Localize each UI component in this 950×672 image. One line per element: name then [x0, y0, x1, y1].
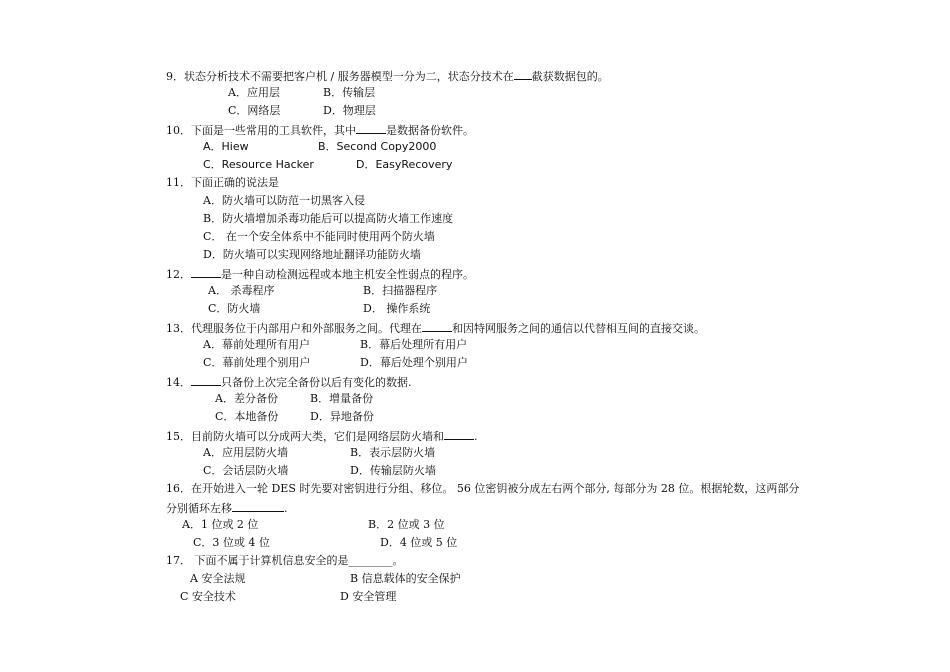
- question-14-option-a: A．差分备份: [215, 392, 278, 405]
- question-11-option-a: A．防火墙可以防范一切黑客入侵: [203, 194, 365, 207]
- question-9-stem: 9．状态分析技术不需要把客户机 / 服务器模型一分为二，状态分技术在 截获数据包的。: [166, 70, 609, 83]
- question-17-option-c: C 安全技术: [180, 590, 236, 603]
- answer-blank: [232, 500, 284, 512]
- question-10-option-b: B．Second Copy2000: [318, 140, 437, 153]
- answer-blank: [191, 374, 221, 386]
- question-16-option-c: C．3 位或 4 位: [193, 536, 270, 549]
- answer-blank: [356, 122, 386, 134]
- question-16-stem-line2: 分别循环左移 .: [166, 502, 288, 515]
- question-17-option-d: D 安全管理: [340, 590, 397, 603]
- answer-blank: [514, 68, 532, 80]
- question-13-option-d: D．幕后处理个别用户: [360, 356, 468, 369]
- question-11-option-b: B．防火墙增加杀毒功能后可以提高防火墙工作速度: [203, 212, 454, 225]
- question-13-option-a: A．幕前处理所有用户: [203, 338, 310, 351]
- question-9-option-d: D．物理层: [323, 104, 376, 117]
- question-10-option-d: D．EasyRecovery: [356, 158, 453, 171]
- question-10-stem: 10．下面是一些常用的工具软件，其中 是数据备份软件。: [166, 124, 474, 137]
- question-14-option-b: B．增量备份: [310, 392, 374, 405]
- question-11-option-c: C． 在一个安全体系中不能同时使用两个防火墙: [203, 230, 435, 243]
- question-14-option-c: C．本地备份: [215, 410, 279, 423]
- question-15-option-d: D．传输层防火墙: [350, 464, 436, 477]
- question-9-option-b: B．传输层: [323, 86, 376, 99]
- question-15-option-c: C．会话层防火墙: [203, 464, 289, 477]
- question-11-option-d: D．防火墙可以实现网络地址翻译功能防火墙: [203, 248, 421, 261]
- question-11-stem: 11．下面正确的说法是: [166, 176, 279, 189]
- question-16-option-b: B．2 位或 3 位: [368, 518, 445, 531]
- question-12-stem: 12． 是一种自动检测远程或本地主机安全性弱点的程序。: [166, 268, 474, 281]
- question-13-option-c: C．幕前处理个别用户: [203, 356, 311, 369]
- question-9-option-c: C．网络层: [228, 104, 281, 117]
- question-17-option-b: B 信息载体的安全保护: [350, 572, 461, 585]
- question-12-option-b: B．扫描器程序: [363, 284, 438, 297]
- question-14-stem: 14． 只备份上次完全备份以后有变化的数据.: [166, 376, 412, 389]
- question-10-option-c: C．Resource Hacker: [203, 158, 314, 171]
- question-10-option-a: A．Hiew: [203, 140, 249, 153]
- question-15-stem: 15．目前防火墙可以分成两大类，它们是网络层防火墙和 .: [166, 430, 478, 443]
- answer-blank: [422, 320, 452, 332]
- question-17-option-a: A 安全法规: [190, 572, 246, 585]
- question-13-stem: 13．代理服务位于内部用户和外部服务之间。代理在 和因特网服务之间的通信以代替相互间的直接交谈。: [166, 322, 705, 335]
- question-12-option-d: D． 操作系统: [363, 302, 431, 315]
- question-16-stem-line1: 16．在开始进入一轮 DES 时先要对密钥进行分组、移位。 56 位密钥被分成左右两个部分, 每部分为 28 位。根据轮数，这两部分: [166, 482, 800, 495]
- question-16-option-a: A．1 位或 2 位: [182, 518, 259, 531]
- question-16-option-d: D．4 位或 5 位: [380, 536, 458, 549]
- answer-blank: [444, 428, 474, 440]
- question-15-option-b: B．表示层防火墙: [350, 446, 436, 459]
- answer-blank: [191, 266, 221, 278]
- question-12-option-c: C．防火墙: [208, 302, 261, 315]
- question-14-option-d: D．异地备份: [310, 410, 374, 423]
- question-12-option-a: A． 杀毒程序: [208, 284, 275, 297]
- question-15-option-a: A．应用层防火墙: [203, 446, 288, 459]
- question-9-option-a: A．应用层: [228, 86, 280, 99]
- question-17-stem: 17． 下面不属于计算机信息安全的是________。: [166, 554, 404, 567]
- question-13-option-b: B．幕后处理所有用户: [360, 338, 468, 351]
